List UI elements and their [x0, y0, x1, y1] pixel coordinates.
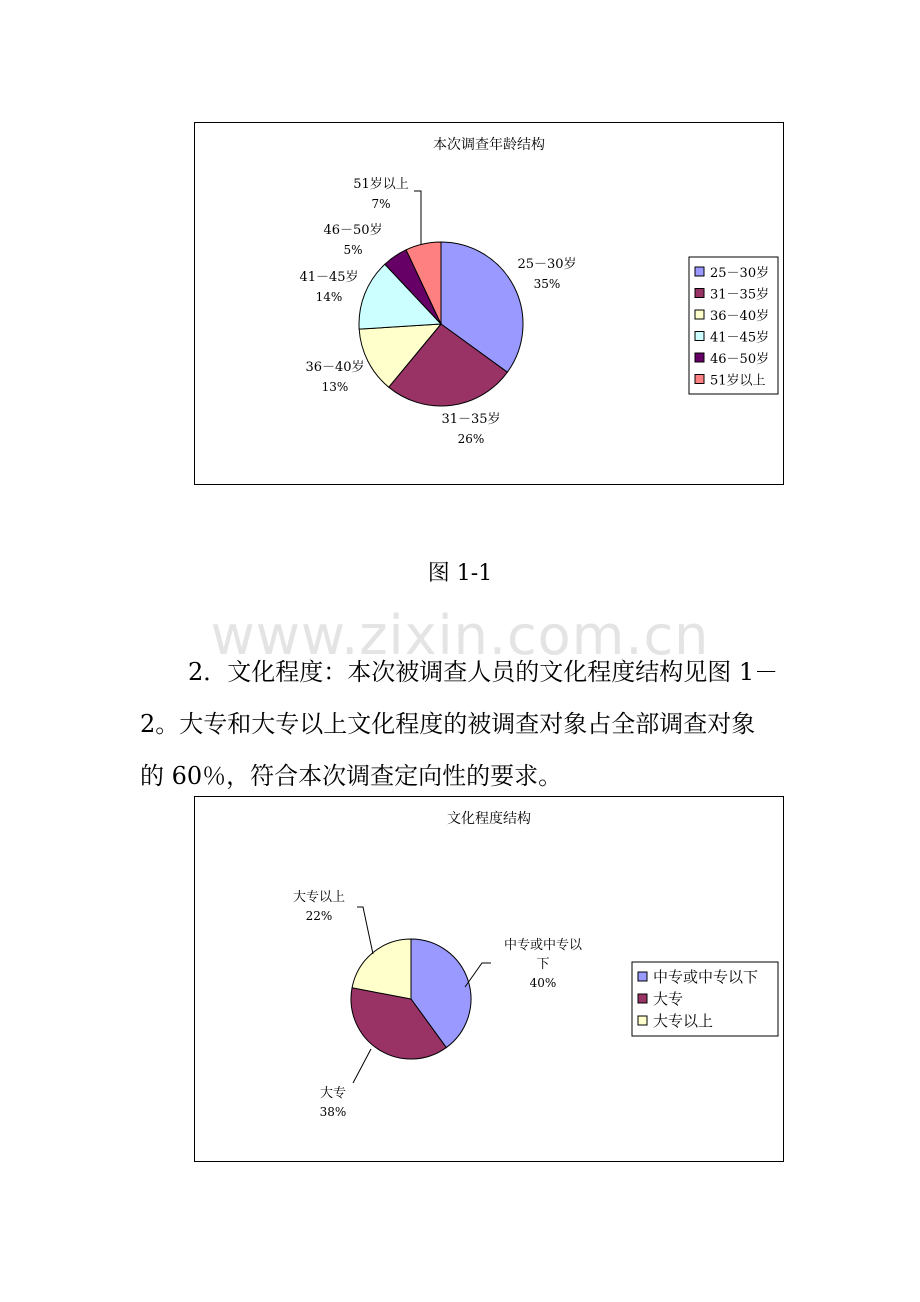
edu-slice-label-0: 下: [536, 957, 550, 972]
age-legend-label-5: 51岁以上: [710, 373, 766, 389]
body-paragraph: [140, 646, 785, 802]
edu-slice-pct-1: 38%: [319, 1105, 347, 1119]
edu-slice-pct-0: 40%: [529, 976, 557, 990]
edu-legend-label-2: 大专以上: [653, 1012, 714, 1030]
edu-legend-swatch-0: [638, 972, 647, 981]
age-slice-label-2: 36－40岁: [305, 360, 365, 375]
age-legend-swatch-4: [695, 353, 704, 362]
age-legend-label-1: 31－35岁: [710, 287, 770, 303]
age-leader-line-5: [414, 191, 421, 245]
age-legend-swatch-1: [695, 289, 704, 298]
age-legend-swatch-3: [695, 332, 704, 341]
edu-legend-label-1: 大专: [653, 990, 684, 1008]
age-legend-label-3: 41－45岁: [710, 330, 770, 346]
paragraph-line-1: 2．文化程度：本次被调查人员的文化程度结构见图 1－: [188, 658, 779, 686]
edu-legend-label-0: 中专或中专以下: [653, 968, 759, 986]
age-slice-label-5: 51岁以上: [353, 177, 409, 192]
age-slice-pct-1: 26%: [457, 432, 485, 446]
age-legend-label-0: 25－30岁: [710, 266, 770, 281]
age-legend-label-4: 46－50岁: [710, 352, 770, 367]
age-legend-swatch-0: [695, 267, 704, 276]
paragraph-line-2: 2。大专和大专以上文化程度的被调查对象占全部调查对象: [140, 710, 756, 738]
watermark-text: www.zixin.com.cn: [210, 604, 710, 667]
age-slice-pct-3: 14%: [315, 290, 343, 304]
education-pie-svg: [195, 797, 783, 1161]
edu-slice-label-0: 中专或中专以: [503, 938, 583, 953]
education-chart: [194, 796, 784, 1162]
age-slice-label-3: 41－45岁: [299, 270, 359, 285]
age-chart: [194, 122, 784, 485]
age-slice-pct-0: 35%: [533, 277, 561, 291]
edu-legend-swatch-1: [638, 994, 647, 1003]
edu-leader-line-2: [357, 907, 373, 954]
age-legend-swatch-2: [695, 310, 704, 319]
edu-legend-swatch-2: [638, 1016, 647, 1025]
age-chart-title: 本次调查年龄结构: [433, 137, 545, 153]
figure-caption: 图 1-1: [427, 561, 493, 586]
edu-slice-label-1: 大专: [319, 1086, 347, 1101]
age-slice-label-0: 25－30岁: [517, 257, 577, 272]
paragraph-line-3: 的 60％，符合本次调查定向性的要求。: [140, 762, 563, 790]
education-chart-title: 文化程度结构: [447, 811, 531, 827]
edu-slice-label-2: 大专以上: [292, 890, 346, 905]
age-slice-pct-5: 7%: [371, 197, 391, 211]
age-legend-label-2: 36－40岁: [710, 309, 770, 324]
age-slice-label-1: 31－35岁: [441, 412, 501, 427]
edu-slice-pct-2: 22%: [305, 909, 333, 923]
age-slice-label-4: 46－50岁: [323, 223, 383, 238]
age-pie-svg: [195, 123, 783, 484]
age-slice-pct-4: 5%: [343, 243, 363, 257]
edu-leader-line-1: [353, 1049, 371, 1083]
age-slice-pct-2: 13%: [321, 380, 349, 394]
age-legend-swatch-5: [695, 375, 704, 384]
